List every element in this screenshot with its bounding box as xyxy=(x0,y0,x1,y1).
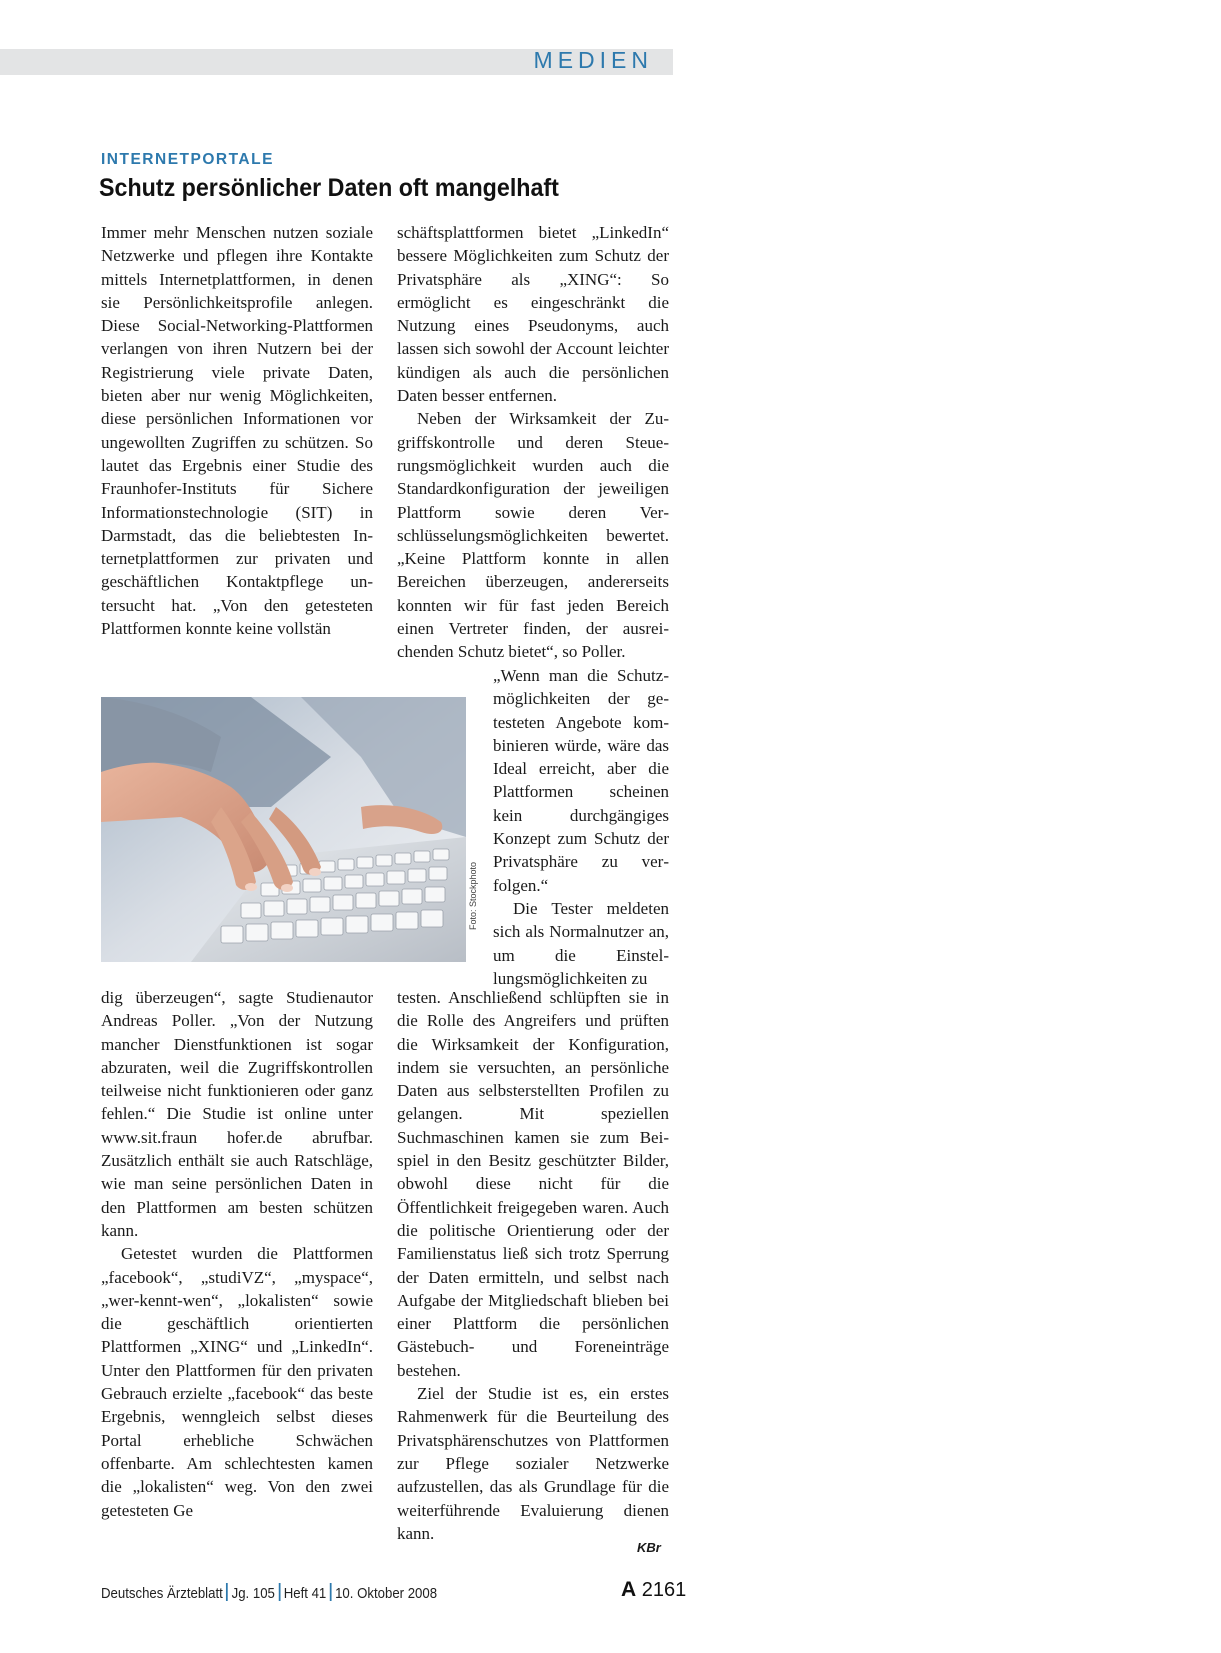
footer-divider xyxy=(330,1583,332,1601)
column-2-narrow xyxy=(493,664,669,990)
footer-divider xyxy=(226,1583,228,1601)
paragraph: Immer mehr Menschen nutzen soziale Netzwerke und pflegen ihre Kontakte mittels Internetplattformen, in denen sie Persönlichkeitsprofile anlegen. Diese Social-Networking-Plattformen verlangen von ihren Nutzern bei der Registrierung viele private Daten, bieten aber nur wenig Möglichkeiten, diese persönlichen Informationen vor ungewollten Zugriffen zu schützen. So lautet das Ergebnis einer Studie des Fraunhofer-Instituts für Sichere Informationstechnologie (SIT) in Darmstadt, das die beliebtesten Internetplattformen zur privaten und geschäftlichen Kontaktpflege untersucht hat. „Von den getesteten Plattformen konnte keine vollstän xyxy=(101,223,373,639)
column-1-top xyxy=(101,221,373,640)
paragraph: testen. Anschließend schlüpften sie in die Rolle des Angreifers und prüften die Wirksamkeit der Konfiguration, indem sie versuchten, an persönliche Daten aus selbsterstellten Profilen zu gelangen. Mit speziellen Suchmaschinen kamen sie zum Beispiel in den Besitz geschützter Bilder, obwohl diese nicht für die Öffentlichkeit freigegeben waren. Auch die politische Orientierung oder der Familienstatus ließ sich trotz Sperrung der Daten ermitteln, und selbst nach Aufgabe der Mitgliedschaft blieben bei einer Plattform die persönlichen Gästebuch- und Foreneinträge bestehen. xyxy=(397,988,669,1380)
paragraph: Ziel der Studie ist es, ein erstes Rahmenwerk für die Beurteilung des Privatsphärenschutzes von Plattformen zur Pflege sozialer Netzwerke aufzustellen, das als Grundlage für die weiterführende Evaluierung dienen kann. xyxy=(397,1384,669,1543)
page-footer xyxy=(101,1583,437,1602)
paragraph: Neben der Wirksamkeit der Zugriffskontrolle und deren Steuerungsmöglichkeit wurden auch die Standardkonfiguration der jeweiligen Plattform sowie deren Verschlüsselungsmöglichkeiten bewertet. „Keine Plattform konnte in allen Bereichen überzeugen, andererseits konnten wir für fast jeden Bereich einen Vertreter finden, der ausreichenden Schutz bietet“, so Poller. xyxy=(397,409,669,662)
photo-credit: Foto: Stockphoto xyxy=(468,861,478,930)
column-1-bottom xyxy=(101,986,373,1522)
page-prefix: A xyxy=(621,1578,637,1601)
page-number-value: 2161 xyxy=(641,1579,687,1601)
journal-name: Deutsches Ärzteblatt xyxy=(101,1585,223,1602)
author-initials: KBr xyxy=(637,1540,661,1555)
section-bar xyxy=(0,49,673,75)
paragraph: Getestet wurden die Plattformen „facebook“, „studiVZ“, „myspace“, „wer-kennt-wen“, „lokalisten“ sowie die geschäftlich orientierten Plattformen „XING“ und „LinkedIn“. Unter den Plattformen für den privaten Gebrauch erzielte „facebook“ das beste Ergebnis, wenngleich selbst dieses Portal erhebliche Schwächen offenbarte. Am schlechtesten kamen die „lokalisten“ weg. Von den zwei getesteten Ge xyxy=(101,1244,373,1520)
column-2-top xyxy=(397,221,669,664)
paragraph: dig überzeugen“, sagte Studienautor Andreas Poller. „Von der Nutzung mancher Dienstfunktionen ist sogar abzuraten, weil die Zugriffskontrollen teilweise nicht funktionieren oder ganz fehlen.“ Die Studie ist online unter www.sit.fraun hofer.de abrufbar. Zusätzlich enthält sie auch Ratschläge, wie man seine persönlichen Daten in den Plattformen am besten schützen kann. xyxy=(101,988,373,1240)
paragraph: schäftsplattformen bietet „LinkedIn“ bessere Möglichkeiten zum Schutz der Privatsphäre als „XING“: So ermöglicht es eingeschränkt die Nutzung eines Pseudonyms, auch lassen sich sowohl der Account leichter kündigen als auch die persönlichen Daten besser entfernen. xyxy=(397,223,669,406)
journal-issue: Heft 41 xyxy=(283,1585,327,1602)
section-label: MEDIEN xyxy=(533,47,653,73)
keyboard-photo xyxy=(101,697,466,962)
paragraph: „Wenn man die Schutzmöglichkeiten der getesteten Angebote kombinieren würde, wäre das Ideal erreicht, aber die Plattformen scheinen kein durchgängiges Konzept zum Schutz der Privatsphäre zu verfolgen.“ xyxy=(493,666,669,895)
column-2-bottom xyxy=(397,986,669,1545)
journal-date: 10. Oktober 2008 xyxy=(335,1585,438,1602)
article-title: Schutz persönlicher Daten oft mangelhaft xyxy=(99,174,559,202)
footer-divider xyxy=(278,1583,280,1601)
page-number xyxy=(621,1578,686,1602)
keyboard-hands-image xyxy=(101,697,466,962)
paragraph: Die Tester meldeten sich als Normalnutzer an, um die Einstellungsmöglichkeiten zu xyxy=(493,898,669,988)
journal-volume: Jg. 105 xyxy=(231,1585,275,1602)
article-kicker: INTERNETPORTALE xyxy=(101,151,274,168)
